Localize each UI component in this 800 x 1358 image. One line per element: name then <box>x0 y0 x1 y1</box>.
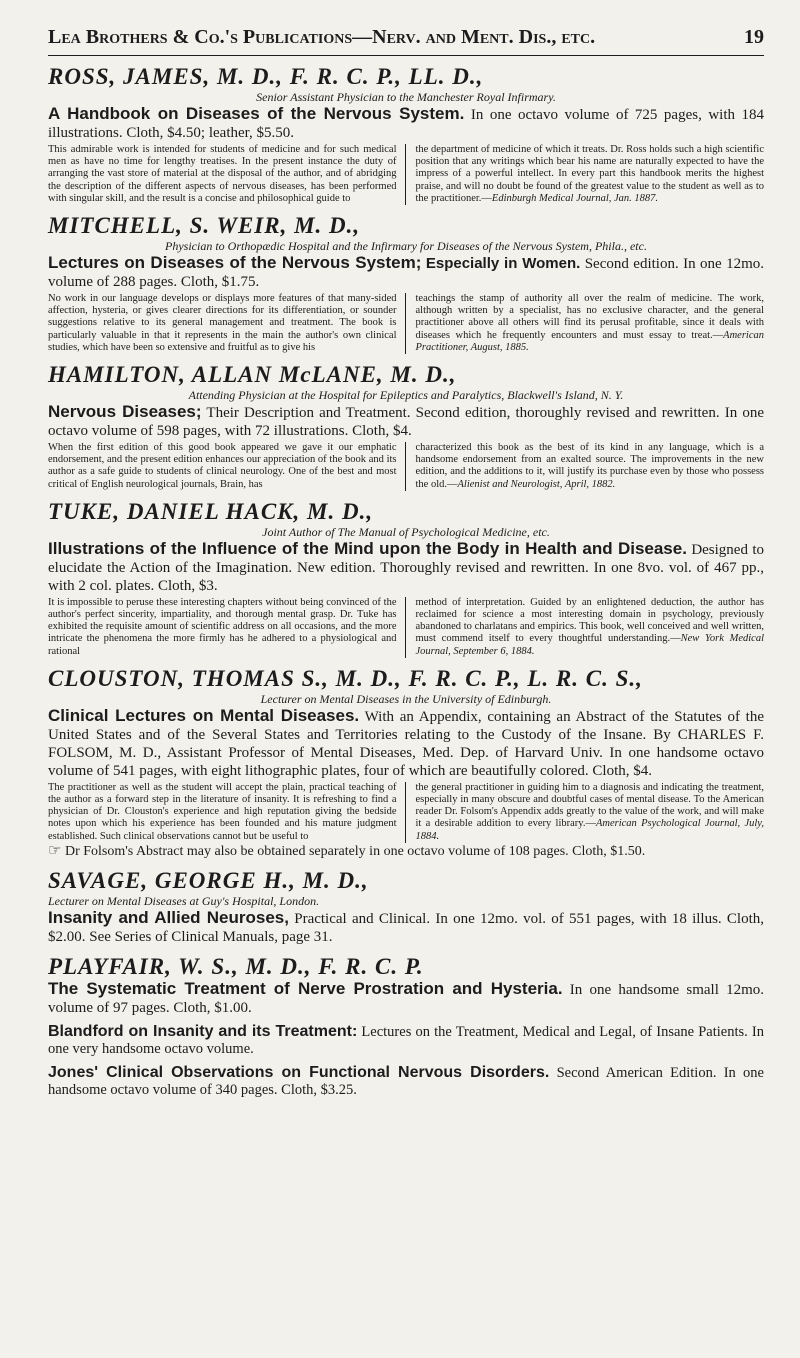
book-title-bold: A Handbook on Diseases of the Nervous System. <box>48 104 465 123</box>
review-right: the department of medicine of which it treats. Dr. Ross holds such a high scientific position that any writings which bear his name are naturally expected to have the impress of a powerful intellect. In every part this handbook merits the highest praise, and will no doubt be found of the greatest value to the student as well as to the practitioner.—Edinburgh Medical Journal, Jan. 1887. <box>415 144 764 204</box>
book-title-details: Designed to elucidate the Action of the Imagination. New edition. Thoroughly revised and rewritten. In one 8vo. vol. of 467 pp., with 2 col. plates. Cloth, $3. <box>48 541 764 594</box>
book-title-bold: The Systematic Treatment of Nerve Prostration and Hysteria. <box>48 978 563 998</box>
author-credentials: Physician to Orthopædic Hospital and the Infirmary for Diseases of the Nervous System, Phila., etc. <box>165 239 647 254</box>
review-columns <box>48 597 764 658</box>
book-title-subtitle: Especially in Women. <box>425 255 581 273</box>
review-right-text: the department of medicine of which it treats. Dr. Ross holds such a high scientific position that any writings which bear his name are naturally expected to have the impress of a powerful intellect. In every part this handbook merits the highest praise, and will no doubt be found of the greatest value to the student as well as to the practitioner. <box>415 144 764 204</box>
page-number: 19 <box>744 26 764 48</box>
review-left: When the first edition of this good book appeared we gave it our emphatic endorsement, and the present edition enhances our appreciation of the book and its author as a safe guide to students of clinical neurology. One of the best and most critical of English neurological journals, Brain, has <box>48 442 406 491</box>
review-source: American Psychological Journal, July, 1884. <box>415 818 764 842</box>
author-credentials: Lecturer on Mental Diseases in the University of Edinburgh. <box>260 691 552 706</box>
review-source: Alienist and Neurologist, April, 1882. <box>457 478 616 490</box>
running-header-title: Lea Brothers & Co.'s Publications—Nerv. and Ment. Dis., etc. <box>48 26 596 48</box>
review-source: New York Medical Journal, September 6, 1884. <box>415 633 764 657</box>
author-credentials: Senior Assistant Physician to the Manchester Royal Infirmary. <box>256 90 556 104</box>
book-title-bold: Insanity and Allied Neuroses, <box>48 907 289 927</box>
book-title-bold: Clinical Lectures on Mental Diseases. <box>48 705 360 725</box>
author-credentials: Joint Author of The Manual of Psychological Medicine, etc. <box>262 524 550 539</box>
book-title <box>48 909 764 946</box>
review-columns <box>48 782 764 843</box>
author-credentials: Lecturer on Mental Diseases at Guy's Hospital, London. <box>48 893 320 908</box>
book-title <box>48 540 764 595</box>
review-columns <box>48 293 764 354</box>
footer-item-blandford <box>48 1023 764 1058</box>
author-heading: PLAYFAIR, W. S., M. D., F. R. C. P. <box>48 953 424 979</box>
footer-item-details: Lectures on the Treatment, Medical and Legal, of Insane Patients. In one very handsome octavo volume. <box>48 1023 764 1057</box>
separate-volume-note-text: Dr Folsom's Abstract may also be obtained separately in one octavo volume of 108 pages. Cloth, $1.50. <box>64 843 646 859</box>
review-left: The practitioner as well as the student will accept the plain, practical teaching of the author as a forward step in the literature of insanity. It is refreshing to find a physician of Dr. Clouston's experience and high reputation giving the bedside notes upon which his experience has been founded and his mature judgment established. Such clinical observations cannot but be useful to <box>48 782 406 843</box>
entry-savage <box>48 868 764 946</box>
entry-clouston <box>48 666 764 860</box>
running-header <box>48 0 764 56</box>
book-title <box>48 707 764 780</box>
book-title <box>48 105 764 142</box>
book-title <box>48 254 764 291</box>
review-right-text: teachings the stamp of authority all over the realm of medicine. The work, although written by a specialist, has no exclusive character, and the general practitioner above all others will find its perusal profitable, since it deals with diseases which he frequently encounters and must essay to treat. <box>415 293 764 341</box>
book-title-details: Practical and Clinical. In one 12mo. vol. of 551 pages, with 18 illus. Cloth, $2.00. See Series of Clinical Manuals, page 31. <box>48 910 765 945</box>
footer-item-title: Blandford on Insanity and its Treatment: <box>48 1022 358 1040</box>
book-title-bold: Lectures on Diseases of the Nervous System; <box>48 253 422 273</box>
entry-hamilton <box>48 362 764 491</box>
author-credentials: Attending Physician at the Hospital for Epileptics and Paralytics, Blackwell's Island, N. Y. <box>188 388 624 403</box>
review-source: American Practitioner, August, 1885. <box>415 329 764 353</box>
entry-ross <box>48 64 764 205</box>
entry-mitchell <box>48 213 764 354</box>
book-title <box>48 980 764 1017</box>
footer-item-details: Second American Edition. In one handsome octavo volume of 340 pages. Cloth, $3.25. <box>48 1064 764 1098</box>
review-right: characterized this book as the best of its kind in any language, which is a handsome endorsement from an exalted source. The improvements in the new edition, and the additions to it, will justify its purchase even by those who possess the old.—Alienist and Neurologist, April, 1882. <box>415 442 764 490</box>
book-title-details: With an Appendix, containing an Abstract of the Statutes of the United States and of the Several States and Territories relating to the Custody of the Insane. By CHARLES F. FOLSOM, M. D., Assistant Professor of Mental Diseases, Med. Dep. of Harvard Univ. In one handsome octavo volume of 541 pages, with eight lithographic plates, four of which are beautifully colored. Cloth, $4. <box>48 708 765 779</box>
book-title-bold: Nervous Diseases; <box>48 402 202 422</box>
entry-tuke <box>48 499 764 658</box>
review-right-text: method of interpretation. Guided by an enlightened deduction, the author has reclaimed for science a most interesting domain in psychology, previously abandoned to charlatans and empirics. This book, well conceived and well written, must commend itself to every thoughtful understanding. <box>415 596 764 645</box>
book-title-details: Their Description and Treatment. Second edition, thoroughly revised and rewritten. In one octavo volume of 598 pages, with 72 illustrations. Cloth, $4. <box>48 405 765 440</box>
review-columns <box>48 442 764 491</box>
review-right: the general practitioner in guiding him to a diagnosis and indicating the treatment, especially in many obscure and doubtful cases of mental disease. To the American reader Dr. Folsom's Appendix adds greatly to the value of the work, and will make it a desirable addition to every library.—American Psychological Journal, July, 1884. <box>415 781 764 842</box>
footer-item-title: Jones' Clinical Observations on Functional Nervous Disorders. <box>48 1063 550 1081</box>
review-left: No work in our language develops or displays more features of that many-sided affection, hysteria, or gives clearer directions for its differentiation, or sounder suggestions relative to its general management and treatment. The book is particularly valuable in that it represents in the main the author's own clinical studies, which have been so extensive and fruitful as to give his <box>48 293 406 354</box>
author-heading: HAMILTON, ALLAN McLANE, M. D., <box>48 362 457 388</box>
author-heading: MITCHELL, S. WEIR, M. D., <box>48 213 361 239</box>
entry-playfair <box>48 954 764 1017</box>
author-heading: SAVAGE, GEORGE H., M. D., <box>48 867 369 893</box>
review-right-text: the general practitioner in guiding him to a diagnosis and indicating the treatment, especially in many obscure and doubtful cases of mental disease. To the American reader Dr. Folsom's Appendix adds greatly to the value of the work, and will make it a desirable addition to every library. <box>415 781 764 830</box>
author-heading: TUKE, DANIEL HACK, M. D., <box>48 498 374 524</box>
book-title-details: In one octavo volume of 725 pages, with 184 illustrations. Cloth, $4.50; leather, $5.50. <box>48 107 764 141</box>
review-left: It is impossible to peruse these interesting chapters without being convinced of the author's perfect sincerity, impartiality, and thorough mental grasp. Dr. Tuke has exhibited the requisite amount of scientific address on all occasions, and the more intricate the phenomena the more firmly has he adhered to a physiological and rational <box>48 597 406 658</box>
book-title-details: In one handsome small 12mo. volume of 97 pages. Cloth, $1.00. <box>48 981 765 1016</box>
book-title-bold: Illustrations of the Influence of the Mind upon the Body in Health and Disease. <box>48 538 687 558</box>
book-title-details: Second edition. In one 12mo. volume of 288 pages. Cloth, $1.75. <box>48 256 765 291</box>
footer-item-jones <box>48 1064 764 1099</box>
review-right: method of interpretation. Guided by an enlightened deduction, the author has reclaimed for science a most interesting domain in psychology, previously abandoned to charlatans and empirics. This book, well conceived and well written, must commend itself to every thoughtful understanding.—New York Medical Journal, September 6, 1884. <box>415 596 764 657</box>
book-title <box>48 403 764 440</box>
author-heading: CLOUSTON, THOMAS S., M. D., F. R. C. P., L. R. C. S., <box>48 665 643 691</box>
review-columns <box>48 144 764 205</box>
review-source: Edinburgh Medical Journal, Jan. 1887. <box>491 192 659 204</box>
separate-volume-note <box>48 843 764 860</box>
review-left: This admirable work is intended for students of medicine and for such medical men as have no time for lengthy treatises. In the present instance the duty of arranging the vast store of material at the disposal of the author, and of abridging the description of the different aspects of nervous diseases, has been performed with singular skill, and the result is a concise and philosophical guide to <box>48 144 406 205</box>
pointing-hand-icon: ☞ <box>48 842 62 859</box>
review-right: teachings the stamp of authority all over the realm of medicine. The work, although written by a specialist, has no exclusive character, and the general practitioner above all others will find its perusal profitable, since it deals with diseases which he frequently encounters and must essay to treat.—American Practitioner, August, 1885. <box>415 293 764 353</box>
review-right-text: characterized this book as the best of its kind in any language, which is a handsome endorsement from an exalted source. The improvements in the new edition, and the additions to it, will justify its purchase even by those who possess the old. <box>415 442 764 490</box>
author-heading: ROSS, JAMES, M. D., F. R. C. P., LL. D., <box>48 64 484 89</box>
